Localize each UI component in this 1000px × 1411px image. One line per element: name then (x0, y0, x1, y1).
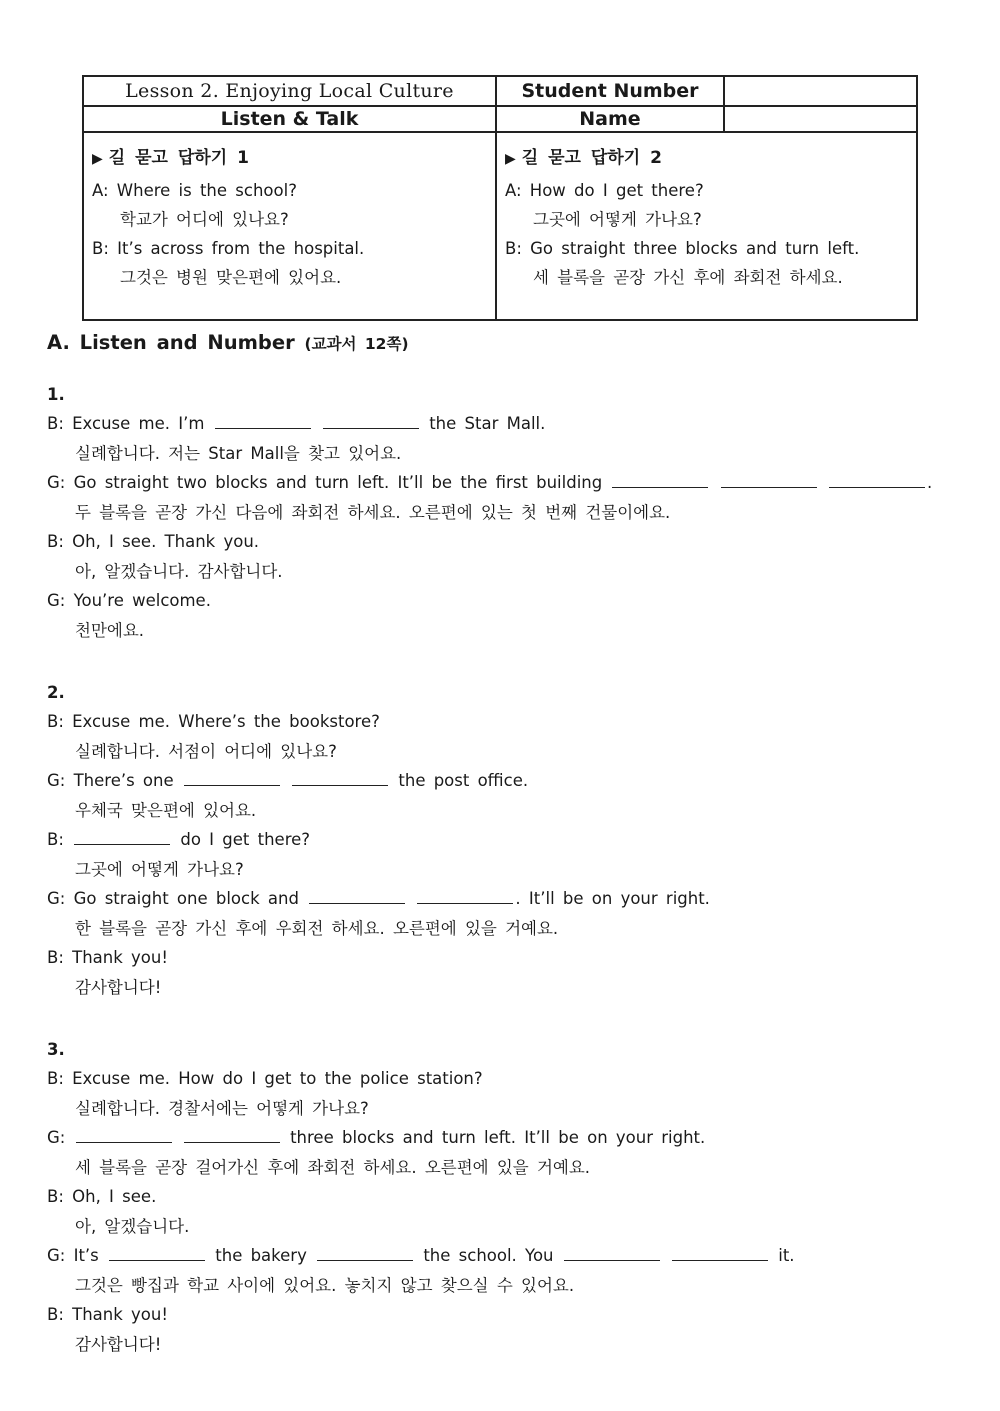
line-text: the school. You (415, 1246, 562, 1265)
translation-line (47, 737, 947, 767)
answer-blank[interactable] (417, 885, 513, 904)
box-lines (505, 176, 908, 292)
answer-blank[interactable] (76, 1124, 172, 1143)
line-text: three blocks and turn left. It’ll be on your right. (281, 1128, 706, 1147)
answer-blank[interactable] (564, 1242, 660, 1261)
dialogue-line (47, 586, 947, 616)
section-subtitle: Listen & Talk (83, 106, 496, 132)
dialogue-line (47, 766, 947, 796)
translation-line (47, 1212, 947, 1242)
answer-blank[interactable] (109, 1242, 205, 1261)
dialogue-line (47, 1182, 947, 1212)
answer-blank[interactable] (323, 410, 419, 429)
line-text (407, 889, 415, 908)
triangle-icon: ▶ (505, 151, 516, 167)
line-text: G: There’s one (47, 771, 182, 790)
student-number-label: Student Number (496, 76, 724, 106)
line-text (662, 1246, 670, 1265)
translation-line (47, 855, 947, 885)
line-text: 그곳에 어떻게 가나요? (75, 859, 244, 879)
line-text: 아, 알겠습니다. (75, 1216, 190, 1236)
dialogue-line: B: Go straight three blocks and turn left. (505, 239, 860, 258)
line-text: G: Go straight one block and (47, 889, 308, 908)
line-text: . (926, 473, 933, 492)
dialogue-line (47, 1300, 947, 1330)
translation-line (47, 498, 947, 528)
translation-line (47, 1094, 947, 1124)
translation-line (47, 796, 947, 826)
line-text: B: Excuse me. I’m (47, 414, 213, 433)
header-table (82, 75, 918, 321)
translation-line (47, 439, 947, 469)
line-text (819, 473, 827, 492)
line-text (282, 771, 290, 790)
line-text: 감사합니다! (75, 977, 162, 997)
answer-blank[interactable] (74, 826, 170, 845)
translation-line: 그곳에 어떻게 가나요? (533, 210, 702, 229)
box-title: ▶ 길 묻고 답하기 2 (505, 148, 662, 168)
translation-line: 그것은 병원 맞은편에 있어요. (120, 268, 342, 287)
dialogue-line (47, 1123, 947, 1153)
line-text: B: Excuse me. Where’s the bookstore? (47, 712, 380, 731)
answer-blank[interactable] (184, 1124, 280, 1143)
dialogues (47, 380, 947, 1359)
dialogue-line (47, 943, 947, 973)
answer-blank[interactable] (215, 410, 311, 429)
translation-line (47, 1153, 947, 1183)
line-text: B: Oh, I see. (47, 1187, 157, 1206)
dialogue-line (47, 707, 947, 737)
line-text: 감사합니다! (75, 1334, 162, 1354)
translation-line (47, 557, 947, 587)
line-text: 우체국 맞은편에 있어요. (75, 800, 257, 820)
translation-line (47, 914, 947, 944)
translation-line (47, 616, 947, 646)
line-text (174, 1128, 182, 1147)
line-text: the post office. (390, 771, 529, 790)
dialogue-line: A: Where is the school? (92, 181, 297, 200)
dialogue-line: A: How do I get there? (505, 181, 704, 200)
translation-line (47, 1330, 947, 1360)
line-text: G: (47, 1128, 74, 1147)
expression-box-1 (83, 132, 496, 320)
expression-box-2 (496, 132, 917, 320)
translation-line (47, 973, 947, 1003)
answer-blank[interactable] (184, 767, 280, 786)
line-text: B: Excuse me. How do I get to the police station? (47, 1069, 483, 1088)
dialogue-number: 1. (47, 385, 65, 404)
answer-blank[interactable] (612, 469, 708, 488)
line-text: 실례합니다. 저는 Star Mall을 찾고 있어요. (75, 443, 402, 463)
translation-line: 학교가 어디에 있나요? (120, 210, 289, 229)
answer-blank[interactable] (721, 469, 817, 488)
name-field[interactable] (724, 106, 917, 132)
dialogue-number: 2. (47, 683, 65, 702)
triangle-icon: ▶ (92, 151, 103, 167)
line-text: B: Thank you! (47, 1305, 168, 1324)
line-text: 세 블록을 곧장 걸어가신 후에 좌회전 하세요. 오른편에 있을 거예요. (75, 1157, 591, 1177)
student-number-field[interactable] (724, 76, 917, 106)
line-text: B: Thank you! (47, 948, 168, 967)
spacer (47, 1002, 947, 1032)
dialogue-line (47, 527, 947, 557)
section-heading: A. Listen and Number (교과서 12쪽) (47, 331, 409, 354)
dialogue-line (47, 825, 947, 855)
line-text: G: It’s (47, 1246, 108, 1265)
line-text: 실례합니다. 경찰서에는 어떻게 가나요? (75, 1098, 369, 1118)
dialogue-line: B: It’s across from the hospital. (92, 239, 365, 258)
line-text: 두 블록을 곧장 가신 다음에 좌회전 하세요. 오른편에 있는 첫 번째 건물이에요. (75, 502, 671, 522)
line-text: the bakery (207, 1246, 316, 1265)
translation-line (47, 1271, 947, 1301)
line-text: . It’ll be on your right. (515, 889, 710, 908)
line-text: 실례합니다. 서점이 어디에 있나요? (75, 741, 337, 761)
line-text: 그것은 빵집과 학교 사이에 있어요. 놓치지 않고 찾으실 수 있어요. (75, 1275, 575, 1295)
line-text (710, 473, 718, 492)
lesson-title: Lesson 2. Enjoying Local Culture (83, 76, 496, 106)
box-lines (92, 176, 487, 292)
line-text: 한 블록을 곧장 가신 후에 우회전 하세요. 오른편에 있을 거예요. (75, 918, 559, 938)
dialogue-line (47, 1241, 947, 1271)
line-text: 천만에요. (75, 620, 145, 640)
dialogue-line (47, 884, 947, 914)
answer-blank[interactable] (317, 1242, 413, 1261)
line-text: B: Oh, I see. Thank you. (47, 532, 260, 551)
name-label: Name (496, 106, 724, 132)
answer-blank[interactable] (672, 1242, 768, 1261)
line-text: B: (47, 830, 73, 849)
answer-blank[interactable] (829, 469, 925, 488)
translation-line: 세 블록을 곧장 가신 후에 좌회전 하세요. (533, 268, 843, 287)
dialogue-line (47, 468, 947, 498)
dialogue-number: 3. (47, 1040, 65, 1059)
answer-blank[interactable] (292, 767, 388, 786)
line-text: G: Go straight two blocks and turn left. It’ll be the first building (47, 473, 611, 492)
dialogue-line (47, 1064, 947, 1094)
line-text: G: You’re welcome. (47, 591, 211, 610)
answer-blank[interactable] (309, 885, 405, 904)
line-text: do I get there? (172, 830, 311, 849)
dialogue-line (47, 409, 947, 439)
line-text (313, 414, 321, 433)
line-text: the Star Mall. (420, 414, 546, 433)
spacer (47, 645, 947, 675)
line-text: it. (770, 1246, 795, 1265)
line-text: 아, 알겠습니다. 감사합니다. (75, 561, 283, 581)
box-title: ▶ 길 묻고 답하기 1 (92, 148, 249, 168)
worksheet-content (47, 328, 947, 1359)
